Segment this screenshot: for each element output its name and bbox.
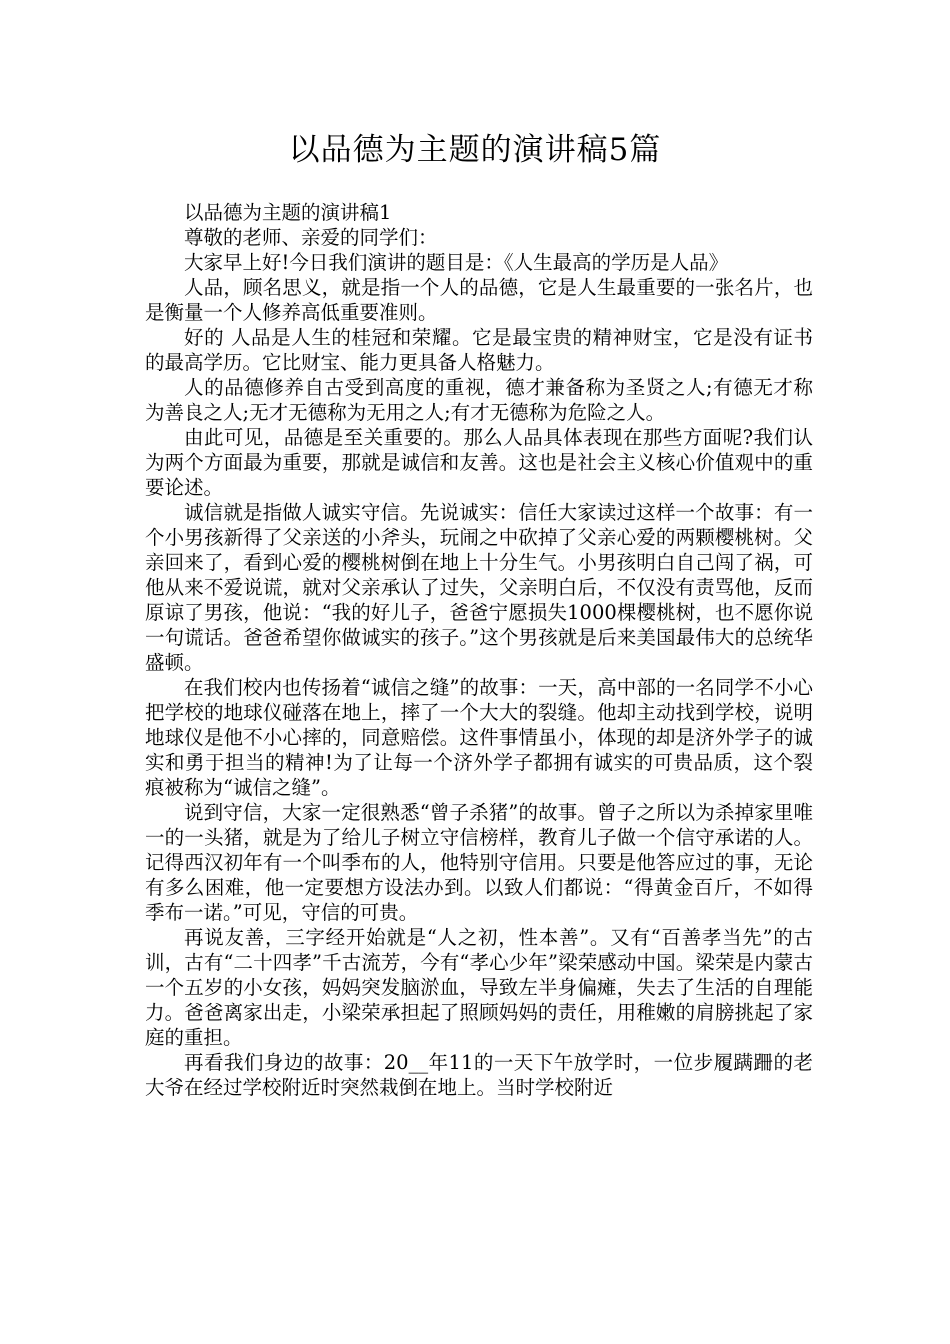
paragraph: 以品德为主题的演讲稿1 [184, 201, 392, 224]
paragraph: 再看我们身边的故事：20__年11的一天下午放学时，一位步履蹒跚的老大爷在经过学校附近时突然栽倒在地上。当时学校附近 [145, 1051, 813, 1099]
paragraph: 大家早上好!今日我们演讲的题目是：《人生最高的学历是人品》 [184, 251, 729, 274]
document-title: 以品德为主题的演讲稿5篇 [288, 132, 662, 168]
paragraph: 人品，顾名思义，就是指一个人的品德，它是人生最重要的一张名片，也是衡量一个人修养高低重要准则。 [145, 276, 813, 324]
document-body [145, 200, 813, 1100]
paragraph: 尊敬的老师、亲爱的同学们： [184, 226, 438, 249]
paragraph: 好的 人品是人生的桂冠和荣耀。它是最宝贵的精神财宝，它是没有证书的最高学历。它比财宝、能力更具备人格魅力。 [145, 326, 813, 374]
paragraph: 说到守信，大家一定很熟悉“曾子杀猪”的故事。曾子之所以为杀掉家里唯一的一头猪，就是为了给儿子树立守信榜样，教育儿子做一个信守承诺的人。记得西汉初年有一个叫季布的人，他特别守信用。只要是他答应过的事，无论有多么困难，他一定要想方设法办到。以致人们都说：“得黄金百斤，不如得季布一诺。”可见，守信的可贵。 [145, 801, 813, 924]
paragraph: 人的品德修养自古受到高度的重视，德才兼备称为圣贤之人;有德无才称为善良之人;无才无德称为无用之人;有才无德称为危险之人。 [145, 376, 813, 424]
paragraph: 由此可见，品德是至关重要的。那么人品具体表现在那些方面呢?我们认为两个方面最为重要，那就是诚信和友善。这也是社会主义核心价值观中的重要论述。 [145, 426, 813, 499]
paragraph: 诚信就是指做人诚实守信。先说诚实：信任大家读过这样一个故事：有一个小男孩新得了父亲送的小斧头，玩闹之中砍掉了父亲心爱的两颗樱桃树。父亲回来了，看到心爱的樱桃树倒在地上十分生气。小男孩明白自己闯了祸，可他从来不爱说谎，就对父亲承认了过失，父亲明白后，不仅没有责骂他，反而原谅了男孩，他说：“我的好儿子，爸爸宁愿损失1000棵樱桃树，也不愿你说一句谎话。爸爸希望你做诚实的孩子。”这个男孩就是后来美国最伟大的总统华盛顿。 [145, 501, 813, 674]
paragraph: 在我们校内也传扬着“诚信之缝”的故事：一天，高中部的一名同学不小心把学校的地球仪碰落在地上，摔了一个大大的裂缝。他却主动找到学校，说明地球仪是他不小心摔的，同意赔偿。这件事情虽小，体现的却是济外学子的诚实和勇于担当的精神!为了让每一个济外学子都拥有诚实的可贵品质，这个裂痕被称为“诚信之缝”。 [145, 676, 813, 799]
paragraph: 再说友善，三字经开始就是“人之初，性本善”。又有“百善孝当先”的古训，古有“二十四孝”千古流芳，今有“孝心少年”梁荣感动中国。梁荣是内蒙古一个五岁的小女孩，妈妈突发脑淤血，导致左半身偏瘫，失去了生活的自理能力。爸爸离家出走，小梁荣承担起了照顾妈妈的责任，用稚嫩的肩膀挑起了家庭的重担。 [145, 926, 813, 1049]
